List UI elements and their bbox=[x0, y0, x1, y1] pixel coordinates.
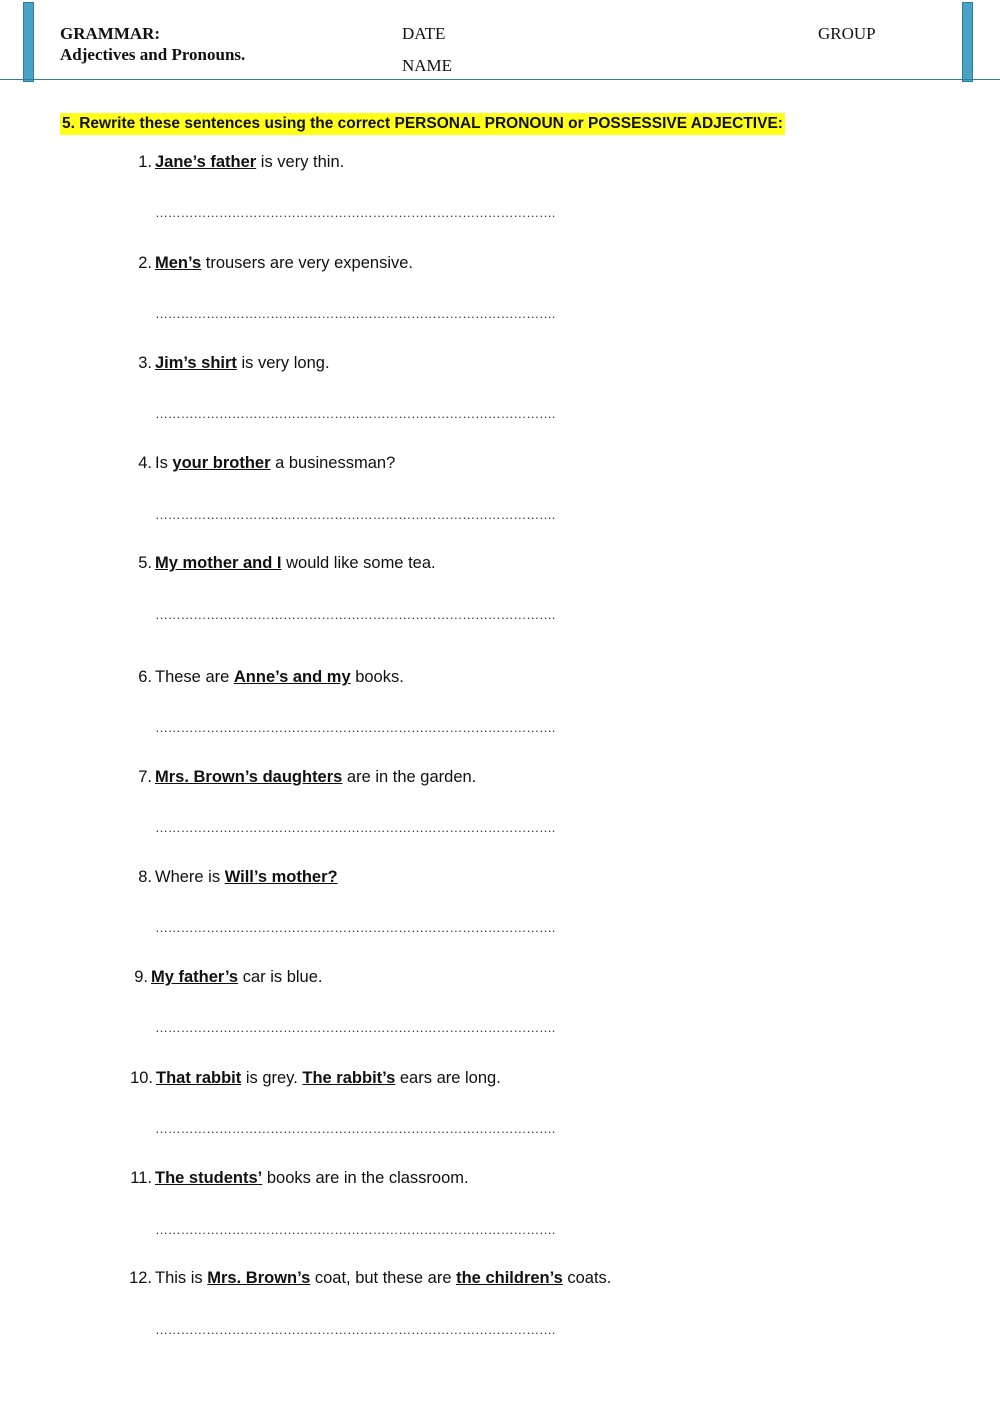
header-divider bbox=[0, 79, 1000, 80]
item-text: coats. bbox=[562, 1269, 612, 1287]
exercise-item bbox=[134, 967, 323, 987]
item-number: 2. bbox=[138, 254, 152, 272]
group-label: GROUP bbox=[818, 24, 876, 43]
worksheet-title bbox=[60, 23, 245, 65]
left-accent-bar bbox=[23, 2, 34, 82]
item-number: 11. bbox=[130, 1169, 152, 1187]
item-number: 7. bbox=[138, 768, 152, 786]
item-target-phrase: Will’s mother? bbox=[224, 868, 338, 886]
answer-line[interactable]: …………………………………………………………………………………. bbox=[155, 205, 556, 220]
item-target-phrase: My mother and I bbox=[155, 554, 282, 572]
name-label: NAME bbox=[402, 56, 453, 75]
exercise-item bbox=[138, 253, 413, 273]
item-number: 6. bbox=[138, 668, 152, 686]
item-number: 10. bbox=[130, 1069, 153, 1087]
item-text: coat, but these are bbox=[310, 1269, 457, 1287]
answer-line[interactable]: …………………………………………………………………………………. bbox=[155, 607, 556, 622]
item-target-phrase: The students’ bbox=[155, 1169, 263, 1187]
exercise-item bbox=[138, 453, 396, 473]
exercise-item bbox=[138, 767, 477, 787]
item-text: is very long. bbox=[236, 354, 330, 372]
item-text: Where is bbox=[155, 868, 225, 886]
exercise-item bbox=[138, 553, 436, 573]
title-line-1: GRAMMAR: bbox=[60, 24, 161, 43]
answer-line[interactable]: …………………………………………………………………………………. bbox=[155, 920, 556, 935]
answer-line[interactable]: …………………………………………………………………………………. bbox=[155, 1121, 556, 1136]
item-target-phrase: Men’s bbox=[155, 254, 202, 272]
item-number: 12. bbox=[129, 1269, 152, 1287]
item-text: These are bbox=[155, 668, 234, 686]
item-number: 5. bbox=[138, 554, 152, 572]
item-text: trousers are very expensive. bbox=[201, 254, 413, 272]
exercise-item bbox=[138, 353, 330, 373]
exercise-item bbox=[138, 152, 345, 172]
item-text: books. bbox=[350, 668, 404, 686]
exercise-item bbox=[130, 1068, 501, 1088]
answer-line[interactable]: …………………………………………………………………………………. bbox=[155, 1322, 556, 1337]
title-line-2: Adjectives and Pronouns. bbox=[60, 45, 246, 64]
item-text: Is bbox=[155, 454, 173, 472]
item-target-phrase: That rabbit bbox=[156, 1069, 242, 1087]
item-number: 1. bbox=[138, 153, 152, 171]
right-accent-bar bbox=[962, 2, 973, 82]
item-target-phrase: your brother bbox=[172, 454, 271, 472]
exercise-item bbox=[138, 867, 338, 887]
item-target-phrase: My father’s bbox=[151, 968, 239, 986]
date-label: DATE bbox=[402, 24, 446, 43]
answer-line[interactable]: …………………………………………………………………………………. bbox=[155, 1020, 556, 1035]
exercise-item bbox=[129, 1268, 612, 1288]
item-text: is grey. bbox=[241, 1069, 303, 1087]
item-target-phrase: Mrs. Brown’s daughters bbox=[155, 768, 343, 786]
item-text: ears are long. bbox=[395, 1069, 501, 1087]
item-text: This is bbox=[155, 1269, 208, 1287]
answer-line[interactable]: …………………………………………………………………………………. bbox=[155, 1222, 556, 1237]
item-target-phrase: Jim’s shirt bbox=[155, 354, 237, 372]
item-target-phrase: the children’s bbox=[456, 1269, 563, 1287]
item-target-phrase: The rabbit’s bbox=[302, 1069, 396, 1087]
answer-line[interactable]: …………………………………………………………………………………. bbox=[155, 820, 556, 835]
exercise-instruction: 5. Rewrite these sentences using the correct PERSONAL PRONOUN or POSSESSIVE ADJECTIVE: bbox=[60, 113, 785, 135]
item-text: would like some tea. bbox=[281, 554, 436, 572]
item-text: a businessman? bbox=[270, 454, 396, 472]
exercise-item bbox=[138, 667, 404, 687]
answer-line[interactable]: …………………………………………………………………………………. bbox=[155, 306, 556, 321]
item-target-phrase: Mrs. Brown’s bbox=[207, 1269, 311, 1287]
answer-line[interactable]: …………………………………………………………………………………. bbox=[155, 507, 556, 522]
item-target-phrase: Anne’s and my bbox=[233, 668, 351, 686]
item-text: are in the garden. bbox=[342, 768, 477, 786]
item-number: 8. bbox=[138, 868, 152, 886]
item-target-phrase: Jane’s father bbox=[155, 153, 257, 171]
answer-line[interactable]: …………………………………………………………………………………. bbox=[155, 406, 556, 421]
answer-line[interactable]: …………………………………………………………………………………. bbox=[155, 720, 556, 735]
item-number: 4. bbox=[138, 454, 152, 472]
item-number: 9. bbox=[134, 968, 148, 986]
item-number: 3. bbox=[138, 354, 152, 372]
item-text: is very thin. bbox=[256, 153, 345, 171]
item-text: books are in the classroom. bbox=[262, 1169, 469, 1187]
item-text: car is blue. bbox=[238, 968, 323, 986]
exercise-item bbox=[130, 1168, 469, 1188]
